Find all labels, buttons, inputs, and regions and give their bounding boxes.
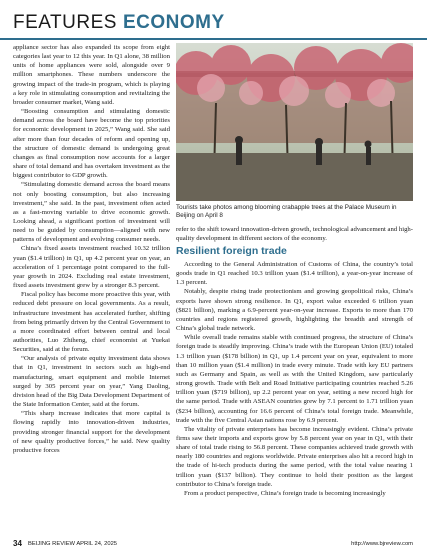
body-paragraph: “Our analysis of private equity investment data shows that in Q1, investment in sectors such as high-end manufacturing, smart equipment and mobile Internet surged by 305 percent year on year,” Yang Daoling, division head of the Big Data Development Department of the State Information Center, said at the forum. <box>13 355 170 409</box>
body-paragraph: appliance sector has also expanded its scope from eight categories last year to 12 this year. In Q1 alone, 38 million units of home appliances were sold, alongside over 9 million smartphones. These numbers underscore the growing impact of the trade-in program, which is playing a key role in stimulating consumption and revitalizing the broader consumer market, Wang said. <box>13 44 170 106</box>
publication-info: BEIJING REVIEW APRIL 24, 2025 <box>28 541 118 547</box>
photo-caption: Tourists take photos among blooming crabapple trees at the Palace Museum in Beijing on April 8 <box>176 204 397 219</box>
article-photo <box>176 43 413 201</box>
body-paragraph: Notably, despite rising trade protectionism and growing geopolitical risks, China’s exports have shown strong resilience. In Q1, export value exceeded 6 trillion yuan ($821 billion), marking a 6.9-percent year-on-year increase. Exports to more than 170 countries and regions registered growth, highlighting the breadth and strength of China’s global trade network. <box>176 288 413 333</box>
section-subheading: Resilient foreign trade <box>176 245 287 257</box>
right-column <box>176 260 413 511</box>
page-footer <box>0 538 427 552</box>
body-paragraph: refer to the shift toward innovation-driven growth, technological advancement and high-quality development in different sectors of the economy. <box>176 226 413 243</box>
body-paragraph: From a product perspective, China’s foreign trade is becoming increasingly <box>184 489 386 497</box>
subsection-name: ECONOMY <box>122 12 225 33</box>
right-column-intro <box>176 225 413 243</box>
website-url: http://www.bjreview.com <box>351 541 413 547</box>
section-title <box>13 12 225 34</box>
body-paragraph: “Boosting consumption and stimulating domestic demand across the board have become the top priorities for economic development in 2025,” Wang said. She said after more than four decades of reform and opening up, the structure of domestic demand is undergoing great changes as final consumption now accounts for a larger share of total demand and has overtaken investment as the biggest contributor to GDP growth. <box>13 108 170 180</box>
body-paragraph: While overall trade remains stable with continued progress, the structure of China’s foreign trade is steadily improving. China’s trade with the European Union (EU) totaled 1.3 trillion yuan ($178 billion) in Q1, up 1.4 percent year on year, equivalent to more than 10 million yuan ($1.4 million) in trade every minute. Trade with key EU partners such as Germany and Spain, as well as with the United Kingdom, saw particularly strong growth. Trade with Belt and Road Initiative participating countries reached 5.26 trillion yuan ($719 billion), up 2.2 percent year on year, setting a new record high for the same period. Trade with ASEAN countries grew by 7.1 percent to 1.71 trillion yuan ($234 billion), accounting for 16.6 percent of China’s total foreign trade. Meanwhile, trade with the five Central Asian nations rose by 6.9 percent. <box>176 334 413 424</box>
header-rule <box>0 38 427 40</box>
body-paragraph: The vitality of private enterprises has become increasingly evident. China’s private firms saw their imports and exports grow by 5.8 percent year on year in Q1, with their share of total trade rising to 56.8 percent. These companies achieved trade growth with nearly 180 countries and regions worldwide. Private enterprises also hit a record high in the trade of hi-tech products during the same period, with the total value nearing 1 trillion yuan ($137 billion). They continue to hold their position as the largest contributor to China’s foreign trade. <box>176 425 413 488</box>
page-header <box>0 0 427 40</box>
body-paragraph: According to the General Administration of Customs of China, the country’s total goods trade in Q1 reached 10.3 trillion yuan ($1.4 trillion), a year-on-year increase of 1.3 percent. <box>176 261 413 287</box>
section-name: FEATURES <box>13 12 117 33</box>
left-column <box>13 43 170 511</box>
body-paragraph: “This sharp increase indicates that more capital is flowing rapidly into innovation-driven industries, providing stronger financial support for the development of new quality productive forces,” he said. New quality productive forces <box>13 410 170 454</box>
photo-illustration <box>176 43 413 201</box>
page-number: 34 <box>13 539 22 548</box>
body-paragraph: Fiscal policy has become more proactive this year, with reduced debt pressure on local governments. As a result, infrastructure investment has accelerated further, shifting from being primarily driven by the Central Government to a more coordinated effort between central and local authorities, Luo Zhiheng, chief economist at Yuekai Securities, said at the forum. <box>13 291 170 354</box>
body-paragraph: “Stimulating domestic demand across the board means not only boosting consumption, but also increasing investment,” she said. In the past, investment often acted as a fast-moving variable to drive economic growth. Looking ahead, a significant portion of investment will need to be guided by consumption—aligned with new patterns of development and evolving consumer needs. <box>13 181 170 244</box>
body-paragraph: China’s fixed assets investment reached 10.32 trillion yuan ($1.4 trillion) in Q1, up 4.2 percent year on year, an acceleration of 1 percentage point compared to the full-year growth in 2024. Excluding real estate investment, fixed assets investment grew by a stronger 8.3 percent. <box>13 245 170 290</box>
